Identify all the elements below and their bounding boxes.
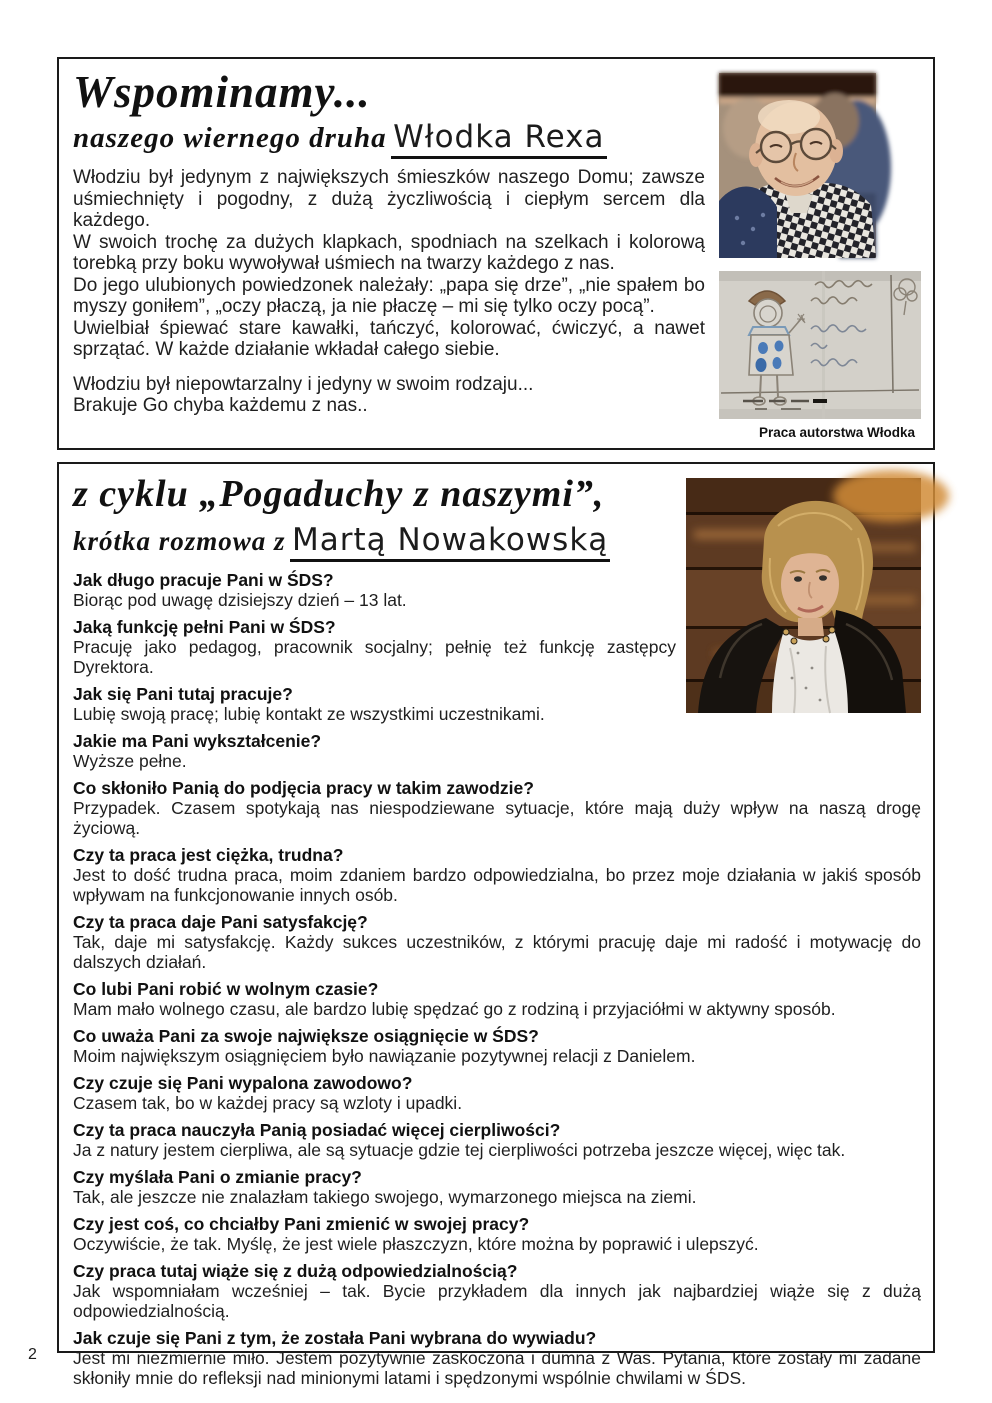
- interview-question: Co skłoniło Panią do podjęcia pracy w takim zawodzie?: [73, 777, 534, 798]
- interview-question: Jakie ma Pani wykształcenie?: [73, 730, 322, 751]
- qa-block: [73, 1073, 921, 1113]
- interview-answer: Oczywiście, że tak. Myślę, że jest wiele płaszczyzn, które można by poprawić i ulepszyć.: [73, 1233, 759, 1254]
- interview-question: Czy ta praca jest ciężka, trudna?: [73, 844, 344, 865]
- interview-question: Co lubi Pani robić w wolnym czasie?: [73, 978, 379, 999]
- interview-answer: Jak wspomniałam wcześniej – tak. Bycie przykładem dla innych jak najbardziej wiąże się z dużą odpowiedzialnością.: [73, 1280, 921, 1321]
- qa-block: [73, 845, 921, 905]
- interview-answer: Pracuję jako pedagog, pracownik socjalny; pełnię też funkcję zastępcy Dyrektora.: [73, 636, 676, 677]
- memorial-title: Wspominamy...: [73, 67, 371, 117]
- memorial-paragraph: Uwielbiał śpiewać stare kawałki, tańczyć, kolorować, ćwiczyć, a nawet sprzątać. W każde działanie wkładał całego siebie.: [73, 317, 705, 361]
- interview-answer: Ja z natury jestem cierpliwa, ale są sytuacje gdzie tej cierpliwości potrzeba jeszcze więcej, więc tak.: [73, 1139, 846, 1160]
- qa-block: [73, 1026, 921, 1066]
- interview-subtitle-script: krótka rozmowa z: [73, 525, 286, 556]
- marta-photo: [686, 478, 921, 713]
- interview-question: Czy jest coś, co chciałby Pani zmienić w swojej pracy?: [73, 1213, 530, 1234]
- qa-block: [73, 1120, 921, 1160]
- interview-section: [57, 462, 935, 1388]
- memorial-paragraph: Brakuje Go chyba każdemu z nas..: [73, 395, 368, 417]
- memorial-paragraph: Włodziu był jedynym z największych śmieszków naszego Domu; zawsze uśmiechnięty i pogodny, z dużą życzliwością i ciepłym sercem dla każdego.: [73, 167, 705, 232]
- interview-answer: Wyższe pełne.: [73, 750, 187, 771]
- interview-question: Jak się Pani tutaj pracuje?: [73, 683, 293, 704]
- interview-question: Czy praca tutaj wiąże się z dużą odpowiedzialnością?: [73, 1260, 518, 1281]
- interview-answer: Biorąc pod uwagę dzisiejszy dzień – 13 lat.: [73, 589, 407, 610]
- interview-question: Czy czuje się Pani wypalona zawodowo?: [73, 1072, 413, 1093]
- interview-question: Jak czuje się Pani z tym, że została Pani wybrana do wywiadu?: [73, 1327, 597, 1348]
- interview-question: Jaką funkcję pełni Pani w ŚDS?: [73, 616, 336, 637]
- interview-answer: Jest to dość trudna praca, moim zdaniem bardzo odpowiedzialna, bo przez moje działania w jakiś sposób wpływam na funkcjonowanie innych osób.: [73, 864, 921, 905]
- qa-block: [73, 1214, 921, 1254]
- qa-block: [73, 1328, 921, 1388]
- memorial-section: [57, 57, 935, 450]
- interview-answer: Przypadek. Czasem spotykają nas niespodziewane sytuacje, które mają duży wpływ na naszą drogę życiową.: [73, 797, 921, 838]
- memorial-subtitle-script: naszego wiernego druha: [73, 122, 387, 155]
- memorial-paragraph: Do jego ulubionych powiedzonek należały: „papa się drze”, „nie spałem bo myszy goniłem”, „oczy płaczą, ja nie płaczę – mi się tylko oczy pocą”.: [73, 274, 705, 318]
- interview-question: Czy ta praca nauczyła Panią posiadać więcej cierpliwości?: [73, 1119, 561, 1140]
- interview-answer: Moim największym osiągnięciem było nawiązanie pozytywnej relacji z Danielem.: [73, 1045, 696, 1066]
- page-number: 2: [28, 1346, 37, 1363]
- interview-answer: Czasem tak, bo w każdej pracy są wzloty i upadki.: [73, 1092, 463, 1113]
- interview-question: Co uważa Pani za swoje największe osiągnięcie w ŚDS?: [73, 1025, 539, 1046]
- qa-block: [73, 778, 921, 838]
- interview-subtitle-name: Martą Nowakowską: [290, 522, 610, 562]
- memorial-paragraph: W swoich trochę za dużych klapkach, spodniach na szelkach i kolorową torebką przy boku wywoływał uśmiech na twarzy każdego z nas.: [73, 231, 705, 275]
- memorial-paragraph: Włodziu był niepowtarzalny i jedyny w swoim rodzaju...: [73, 373, 534, 395]
- memorial-media-column: [719, 73, 921, 440]
- interview-answer: Tak, daje mi satysfakcję. Każdy sukces uczestników, z którymi pracuję daje mi radość i motywację do dalszych działań.: [73, 931, 921, 972]
- interview-answer: Tak, ale jeszcze nie znalazłam takiego swojego, wymarzonego miejsca na ziemi.: [73, 1186, 697, 1207]
- interview-title: z cyklu „Pogaduchy z naszymi”,: [73, 473, 605, 515]
- interview-answer: Jest mi niezmiernie miło. Jestem pozytywnie zaskoczona i dumna z Was. Pytania, które zostały mi zadane skłoniły mnie do refleksji nad minionymi latami i spędzonymi wspólnie chwilami w ŚDS.: [73, 1347, 921, 1388]
- interview-answer: Mam mało wolnego czasu, ale bardzo lubię spędzać go z rodziną i przyjaciółmi w aktywny sposób.: [73, 998, 836, 1019]
- qa-block: [73, 1261, 921, 1321]
- memorial-subtitle-name: Włodka Rexa: [391, 119, 606, 159]
- qa-block: [73, 1167, 921, 1207]
- wlodek-drawing-image: [719, 271, 921, 419]
- qa-block: [73, 731, 921, 771]
- qa-block: [73, 912, 921, 972]
- drawing-caption: Praca autorstwa Włodka: [758, 425, 915, 440]
- interview-question: Jak długo pracuje Pani w ŚDS?: [73, 569, 334, 590]
- interview-question: Czy ta praca daje Pani satysfakcję?: [73, 911, 368, 932]
- interview-question: Czy myślała Pani o zmianie pracy?: [73, 1166, 362, 1187]
- qa-block: [73, 979, 921, 1019]
- wlodek-photo: [719, 73, 876, 258]
- interview-answer: Lubię swoją pracę; lubię kontakt ze wszystkimi uczestnikami.: [73, 703, 545, 724]
